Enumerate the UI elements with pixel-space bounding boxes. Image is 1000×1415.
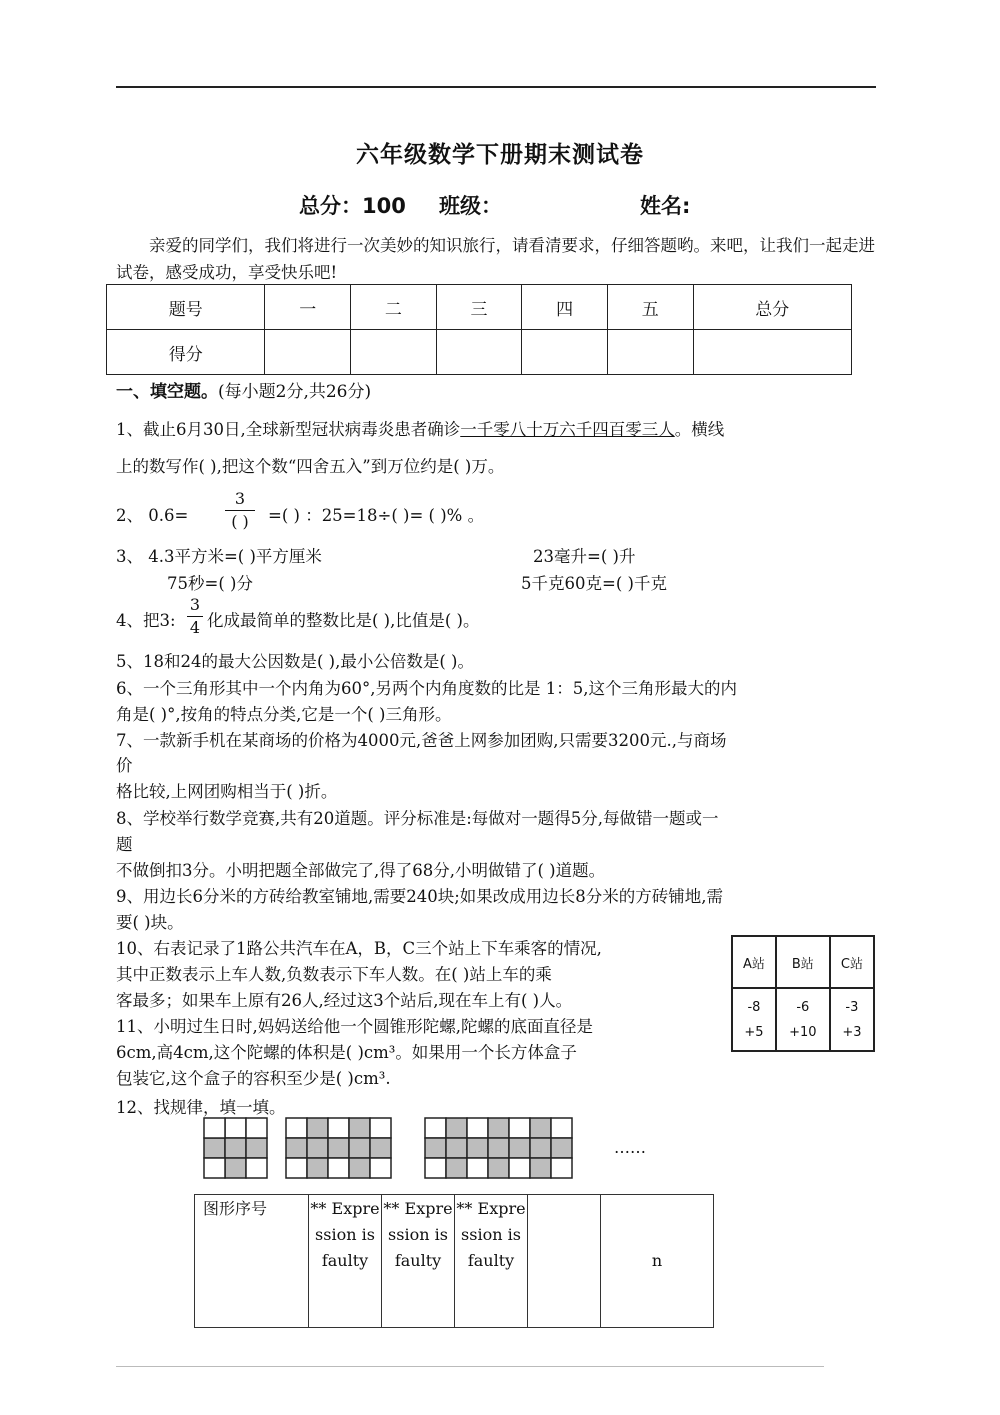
station-b-on: +10	[789, 1024, 817, 1040]
q1-text-end: 。横线	[674, 420, 725, 439]
bus-table-values	[732, 988, 874, 1051]
question-12: 12、找规律，填一填。	[116, 1098, 286, 1117]
station-c-off: -3	[845, 999, 859, 1015]
score-blank[interactable]	[522, 330, 608, 375]
section-title: 一、填空题。	[116, 382, 218, 402]
score-table-header-row	[107, 285, 852, 330]
question-7-line-2: 价	[116, 756, 133, 775]
score-cell: 二	[351, 285, 437, 330]
question-9-line-2: 要( )块。	[116, 913, 184, 932]
fraction-bar	[187, 616, 203, 617]
question-11-line-1: 11、小明过生日时,妈妈送给他一个圆锥形陀螺,陀螺的底面直径是	[116, 1017, 593, 1036]
class-label: 班级：	[439, 194, 502, 218]
question-4-start: 4、把3:	[116, 611, 176, 630]
pattern-figures	[200, 1116, 580, 1182]
score-label: 得分	[107, 330, 265, 375]
q4-denominator: 4	[189, 618, 201, 637]
score-cell: 一	[265, 285, 351, 330]
question-9-line-1: 9、用边长6分米的方砖给教室铺地,需要240块;如果改成用边长8分米的方砖铺地,需	[116, 887, 724, 906]
score-blank[interactable]	[351, 330, 437, 375]
station-c-on: +3	[842, 1024, 862, 1040]
question-8-line-1: 8、学校举行数学竞赛,共有20道题。评分标准是:每做对一题得5分,每做错一题或一	[116, 809, 719, 828]
pattern-row-label: 图形序号	[195, 1195, 309, 1328]
q2-denominator: ( )	[231, 512, 249, 531]
score-cell: 三	[436, 285, 522, 330]
score-cell: 题号	[107, 285, 265, 330]
q4-numerator: 3	[189, 595, 201, 614]
question-1-line-2: 上的数写作( ),把这个数“四舍五入”到万位约是( )万。	[116, 457, 505, 476]
station-b-header: B站	[776, 936, 830, 988]
score-table-score-row	[107, 330, 852, 375]
question-7-line-1: 7、一款新手机在某商场的价格为4000元,爸爸上网参加团购,只需要3200元.,与商场	[116, 731, 727, 750]
station-a-off: -8	[747, 999, 761, 1015]
score-cell: 总分	[693, 285, 851, 330]
question-10-line-2: 其中正数表示上车人数,负数表示下车人数。在( )站上车的乘	[116, 965, 552, 984]
q2-numerator: 3	[234, 489, 246, 508]
total-score: 总分：100	[299, 194, 406, 218]
pattern-figure-2	[286, 1118, 391, 1178]
question-11-line-2: 6cm,高4cm,这个陀螺的体积是( )cm³。如果用一个长方体盒子	[116, 1043, 577, 1062]
question-6-line-2: 角是( )°,按角的特点分类,它是一个( )三角形。	[116, 705, 452, 724]
name-label: 姓名:	[640, 194, 691, 218]
page-title: 六年级数学下册期末测试卷	[356, 142, 644, 168]
question-3-a: 3、 4.3平方米=( )平方厘米	[116, 547, 322, 566]
section-note: (每小题2分,共26分)	[218, 382, 372, 402]
pattern-figure-3	[425, 1118, 572, 1178]
q4-fraction	[187, 596, 203, 637]
q1-text: 1、截止6月30日,全球新型冠状病毒炎患者确诊	[116, 420, 461, 439]
question-1-line-1	[116, 416, 724, 440]
question-10-line-3: 客最多；如果车上原有26人,经过这3个站后,现在车上有( )人。	[116, 991, 573, 1010]
bus-passenger-table	[731, 935, 875, 1052]
score-cell: 五	[607, 285, 693, 330]
score-cell: 四	[522, 285, 608, 330]
pattern-blank-cell[interactable]	[528, 1195, 601, 1328]
q2-fraction	[225, 490, 255, 531]
pattern-figure-1	[204, 1118, 267, 1178]
score-blank[interactable]	[607, 330, 693, 375]
question-8-line-2: 题	[116, 835, 133, 854]
station-b-off: -6	[796, 999, 810, 1015]
pattern-table	[194, 1194, 714, 1328]
question-10-line-1: 10、右表记录了1路公共汽车在A，B，C三个站上下车乘客的情况,	[116, 939, 602, 958]
question-3-c: 75秒=( )分	[167, 574, 253, 593]
station-c-header: C站	[830, 936, 874, 988]
score-table	[106, 284, 852, 375]
pattern-n-cell: n	[601, 1195, 714, 1328]
bus-table-header	[732, 936, 874, 988]
question-4-end: 化成最简单的整数比是( ),比值是( )。	[207, 611, 480, 630]
pattern-expr-cell: ** Expression is faulty	[382, 1195, 455, 1328]
ellipsis: ……	[614, 1138, 646, 1157]
score-blank[interactable]	[265, 330, 351, 375]
intro-text: 亲爱的同学们，我们将进行一次美妙的知识旅行，请看清要求，仔细答题哟。来吧，让我们一起走进试卷，感受成功，享受快乐吧!	[116, 236, 875, 282]
q1-underlined: 一千零八十万六千四百零三人	[460, 420, 675, 439]
question-6-line-1: 6、一个三角形其中一个内角为60°,另两个内角度数的比是 1：5,这个三角形最大的内	[116, 679, 737, 698]
question-11-line-3: 包装它,这个盒子的容积至少是( )cm³.	[116, 1069, 391, 1088]
question-5: 5、18和24的最大公因数是( ),最小公倍数是( )。	[116, 652, 474, 671]
pattern-expr-cell: ** Expression is faulty	[455, 1195, 528, 1328]
question-7-line-3: 格比较,上网团购相当于( )折。	[116, 782, 338, 801]
question-2-end: =( ) ：25=18÷( )= ( )% 。	[268, 506, 485, 525]
bottom-rule	[116, 1366, 824, 1367]
score-blank[interactable]	[436, 330, 522, 375]
station-a-values	[732, 988, 776, 1051]
score-blank[interactable]	[693, 330, 851, 375]
question-8-line-3: 不做倒扣3分。小明把题全部做完了,得了68分,小明做错了( )道题。	[116, 861, 606, 880]
pattern-expr-cell: ** Expression is faulty	[309, 1195, 382, 1328]
question-3-d: 5千克60克=( )千克	[521, 574, 667, 593]
pattern-table-row	[195, 1195, 714, 1328]
station-c-values	[830, 988, 874, 1051]
top-rule	[116, 86, 876, 88]
section-heading	[116, 377, 371, 402]
station-a-on: +5	[744, 1024, 764, 1040]
station-b-values	[776, 988, 830, 1051]
question-2-start: 2、 0.6=	[116, 506, 189, 525]
station-a-header: A站	[732, 936, 776, 988]
question-3-b: 23毫升=( )升	[533, 547, 636, 566]
fraction-bar	[225, 510, 255, 511]
